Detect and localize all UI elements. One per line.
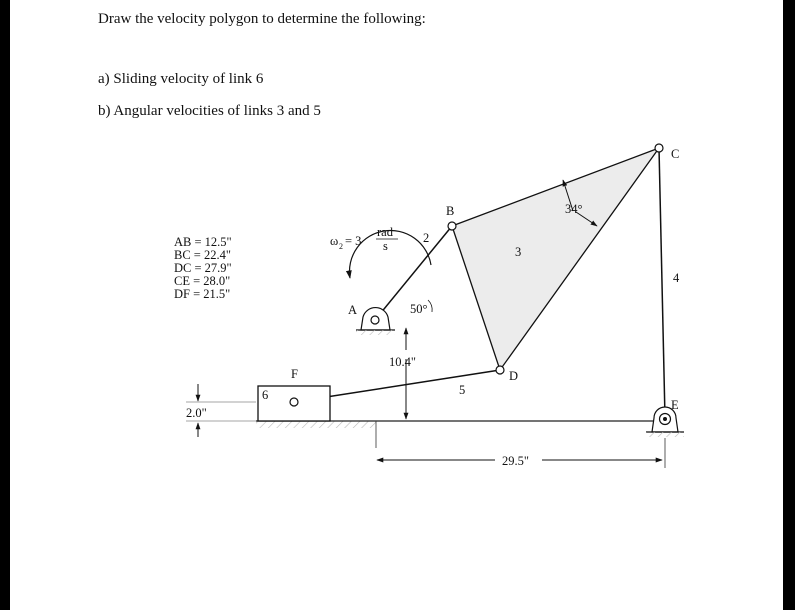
omega-subscript: 2	[339, 242, 343, 251]
label-c: C	[671, 147, 680, 161]
joint-d	[496, 366, 504, 374]
label-d: D	[509, 369, 519, 383]
label-link-4: 4	[673, 271, 680, 285]
ground-pivot-a	[356, 308, 395, 335]
label-link-5: 5	[459, 383, 466, 397]
label-dim-10-4: 10.4"	[389, 355, 416, 369]
spec-df: DF = 21.5"	[174, 287, 231, 301]
question-b: b) Angular velocities of links 3 and 5	[98, 103, 321, 119]
label-angle-34: 34°	[565, 202, 583, 216]
omega-unit-num: rad	[377, 225, 393, 239]
link-3-triangle	[452, 148, 659, 370]
label-e: E	[671, 398, 679, 412]
problem-instruction: Draw the velocity polygon to determine the following:	[98, 11, 426, 27]
spec-dc: DC = 27.9"	[174, 261, 232, 275]
omega-unit-den: s	[383, 239, 388, 253]
spec-ab: AB = 12.5"	[174, 235, 232, 249]
link-4	[659, 148, 665, 418]
label-dim-29-5: 29.5"	[502, 454, 529, 468]
label-b: B	[446, 204, 455, 218]
joint-b	[448, 222, 456, 230]
label-link-6: 6	[262, 388, 269, 402]
label-f: F	[291, 367, 298, 381]
spec-ce: CE = 28.0"	[174, 274, 231, 288]
label-a: A	[348, 303, 358, 317]
ground	[256, 421, 670, 448]
spec-bc: BC = 22.4"	[174, 248, 231, 262]
label-link-2: 2	[423, 231, 430, 245]
omega-symbol: ω	[330, 234, 339, 248]
omega-equals: = 3	[345, 234, 362, 248]
question-a: a) Sliding velocity of link 6	[98, 71, 264, 87]
joint-c	[655, 144, 663, 152]
angle-50-arc	[428, 300, 432, 312]
label-link-3: 3	[515, 245, 522, 259]
label-angle-50: 50°	[410, 302, 428, 316]
joint-f	[290, 398, 298, 406]
label-dim-2-0: 2.0"	[186, 406, 207, 420]
